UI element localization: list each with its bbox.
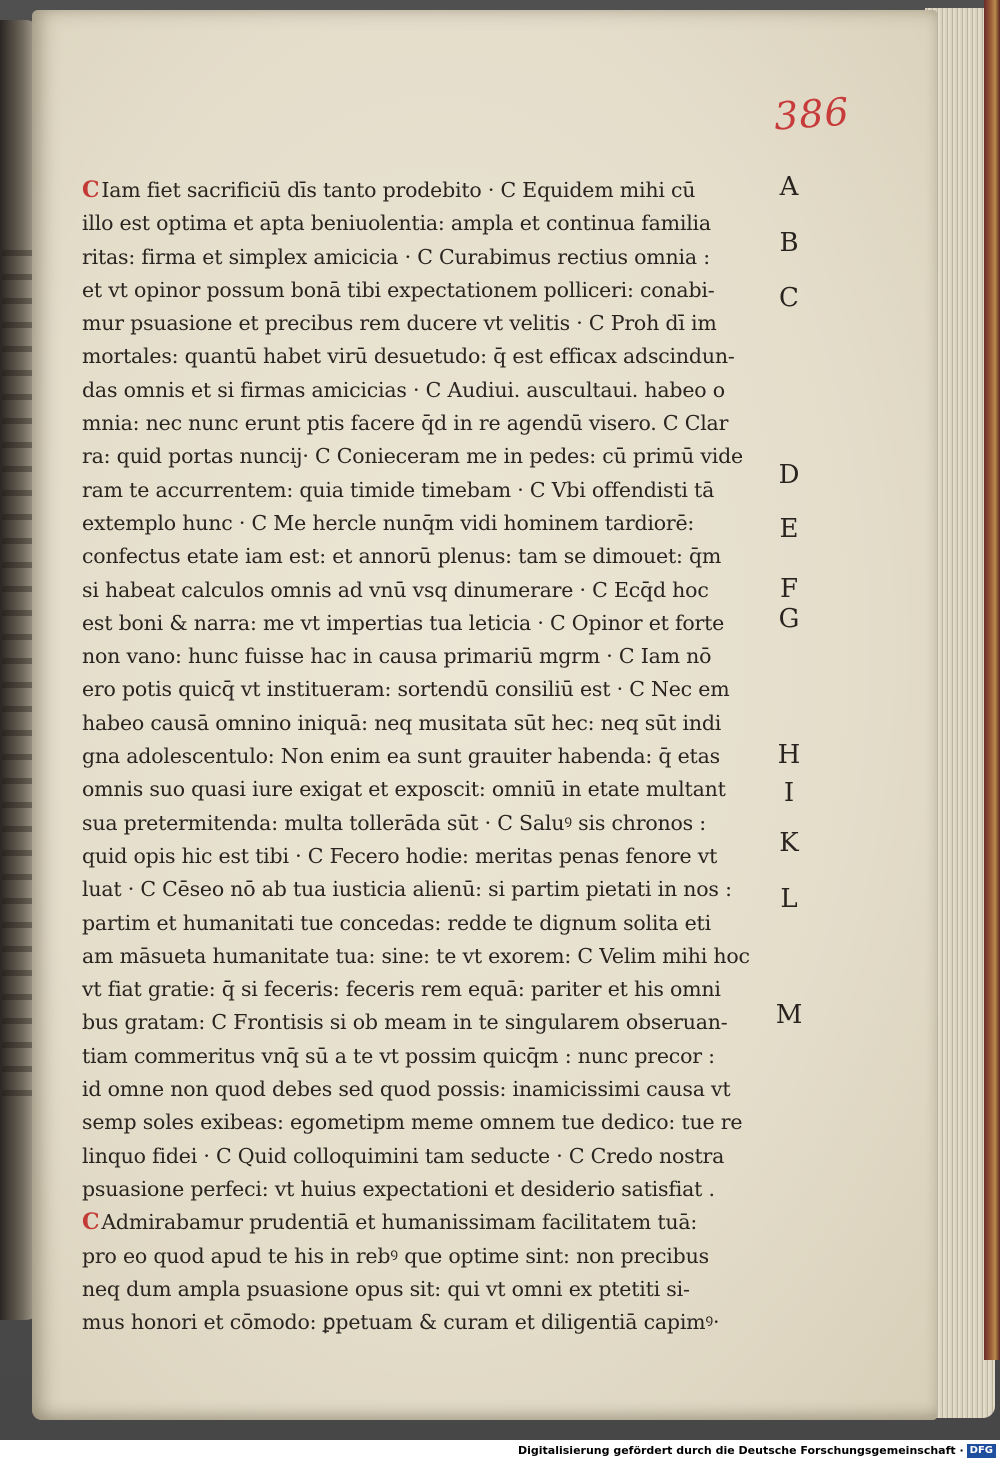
text-line [82, 1173, 762, 1206]
text-line [82, 574, 762, 607]
line-text: das omnis et si firmas amicicias · C Audiui. auscultaui. habeo o [82, 377, 725, 402]
line-text: ram te accurrentem: quia timide timebam · C Vbi offendisti tā [82, 477, 715, 502]
line-text: mnia: nec nunc erunt ptis facere q̄d in re agendū visero. C Clar [82, 411, 729, 436]
line-text: luat · C Cēseo nō ab tua iusticia alienū: si partim pietati in nos : [82, 877, 732, 902]
dfg-logo-icon: DFG [967, 1444, 996, 1458]
folio-number: 386 [772, 89, 851, 139]
text-line [82, 374, 762, 407]
text-line [82, 440, 762, 473]
text-line [82, 340, 762, 373]
marginal-letter: K [779, 828, 799, 858]
line-text: mortales: quantū habet virū desuetudo: q̄ est efficax adscindun- [82, 344, 735, 369]
text-line [82, 773, 762, 806]
footer-credit: Digitalisierung gefördert durch die Deutsche Forschungsgemeinschaft · [517, 1444, 964, 1457]
text-line [82, 174, 762, 207]
marginal-letter: B [779, 228, 799, 258]
text-line [82, 274, 762, 307]
text-line [82, 1206, 762, 1239]
text-line [82, 407, 762, 440]
line-text: am māsueta humanitate tua: sine: te vt exorem: C Velim mihi hoc [82, 943, 750, 968]
text-line [82, 640, 762, 673]
text-line [82, 507, 762, 540]
text-line [82, 1073, 762, 1106]
text-line [82, 907, 762, 940]
text-line [82, 807, 762, 840]
book-binding-edge [984, 0, 1000, 1360]
text-line [82, 1140, 762, 1173]
line-text: quid opis hic est tibi · C Fecero hodie: meritas penas fenore vt [82, 843, 718, 868]
marginal-letter: H [777, 740, 801, 770]
text-line [82, 607, 762, 640]
text-line [82, 1106, 762, 1139]
line-text: bus gratam: C Frontisis si ob meam in te singularem obseruan- [82, 1010, 728, 1035]
text-line [82, 707, 762, 740]
line-text: linquo fidei · C Quid colloquimini tam seducte · C Credo nostra [82, 1143, 725, 1168]
marginal-letter: C [779, 283, 799, 313]
marginal-letter: G [778, 604, 800, 634]
text-line [82, 1240, 762, 1273]
text-line [82, 940, 762, 973]
line-text: gna adolescentulo: Non enim ea sunt grauiter habenda: q̄ etas [82, 744, 720, 769]
line-text: si habeat calculos omnis ad vnū vsq dinumerare · C Ecq̄d hoc [82, 577, 709, 602]
line-text: Iam fiet sacrificiū dīs tanto prodebito · C Equidem mihi cū [101, 178, 696, 202]
text-line [82, 673, 762, 706]
line-text: mur psuasione et precibus rem ducere vt velitis · C Proh dī im [82, 311, 717, 336]
marginal-letter: M [775, 1000, 803, 1030]
line-text: psuasione perfeci: vt huius expectationi et desiderio satisfiat . [82, 1176, 715, 1201]
text-line [82, 307, 762, 340]
text-line [82, 1306, 762, 1339]
line-text: mus honori et cōmodo: ꝑpetuam & curam et diligentiā capimꝰ· [82, 1310, 720, 1335]
rubric-mark: C [82, 1209, 100, 1236]
text-line [82, 740, 762, 773]
line-text: ritas: firma et simplex amicicia · C Curabimus rectius omnia : [82, 244, 710, 269]
text-block [82, 174, 762, 1339]
line-text: est boni & narra: me vt impertias tua leticia · C Opinor et forte [82, 610, 725, 635]
line-text: vt fiat gratie: q̄ si feceris: feceris rem equā: pariter et his omni [82, 977, 721, 1002]
marginal-letter: A [779, 172, 799, 202]
text-line [82, 474, 762, 507]
text-line [82, 1040, 762, 1073]
line-text: Admirabamur prudentiā et humanissimam facilitatem tuā: [101, 1210, 698, 1235]
text-line [82, 241, 762, 274]
text-line [82, 973, 762, 1006]
line-text: pro eo quod apud te his in rebꝰ que optime sint: non precibus [82, 1243, 709, 1268]
text-line [82, 873, 762, 906]
line-text: sua pretermitenda: multa tollerāda sūt · C Saluꝰ sis chronos : [82, 810, 707, 835]
line-text: confectus etate iam est: et annorū plenus: tam se dimouet: q̄m [82, 544, 722, 569]
line-text: non vano: hunc fuisse hac in causa primariū mgrm · C Iam nō [82, 644, 712, 669]
marginal-letter: L [780, 884, 798, 914]
marginal-letter: F [779, 574, 799, 604]
text-line [82, 207, 762, 240]
marginal-letter: D [778, 460, 800, 490]
marginal-letter: I [783, 778, 795, 808]
line-text: habeo causā omnino iniquā: neq musitata sūt hec: neq sūt indi [82, 710, 722, 735]
line-text: omnis suo quasi iure exigat et exposcit: omniū in etate multant [82, 777, 726, 802]
line-text: semp soles exibeas: egometipm meme omnem tue dedico: tue re [82, 1110, 743, 1135]
line-text: tiam commeritus vnq̄ sū a te vt possim quicq̄m : nunc precor : [82, 1043, 715, 1068]
line-text: ero potis quicq̄ vt institueram: sortendū consiliū est · C Nec em [82, 677, 730, 702]
line-text: illo est optima et apta beniuolentia: ampla et continua familia [82, 211, 711, 236]
text-line [82, 540, 762, 573]
line-text: extemplo hunc · C Me hercle nunq̄m vidi hominem tardiorē: [82, 510, 695, 535]
line-text: partim et humanitati tue concedas: redde te dignum solita eti [82, 910, 711, 935]
line-text: et vt opinor possum bonā tibi expectationem polliceri: conabi- [82, 277, 715, 302]
line-text: ra: quid portas nuncij· C Conieceram me in pedes: cū primū vide [82, 444, 743, 469]
line-text: neq dum ampla psuasione opus sit: qui vt omni ex ptetiti si- [82, 1276, 690, 1301]
footer-bar [0, 1440, 1000, 1462]
text-line [82, 1006, 762, 1039]
text-line [82, 840, 762, 873]
text-line [82, 1273, 762, 1306]
rubric-mark: C [82, 177, 100, 203]
line-text: id omne non quod debes sed quod possis: inamicissimi causa vt [82, 1077, 731, 1102]
marginal-letter: E [779, 514, 799, 544]
